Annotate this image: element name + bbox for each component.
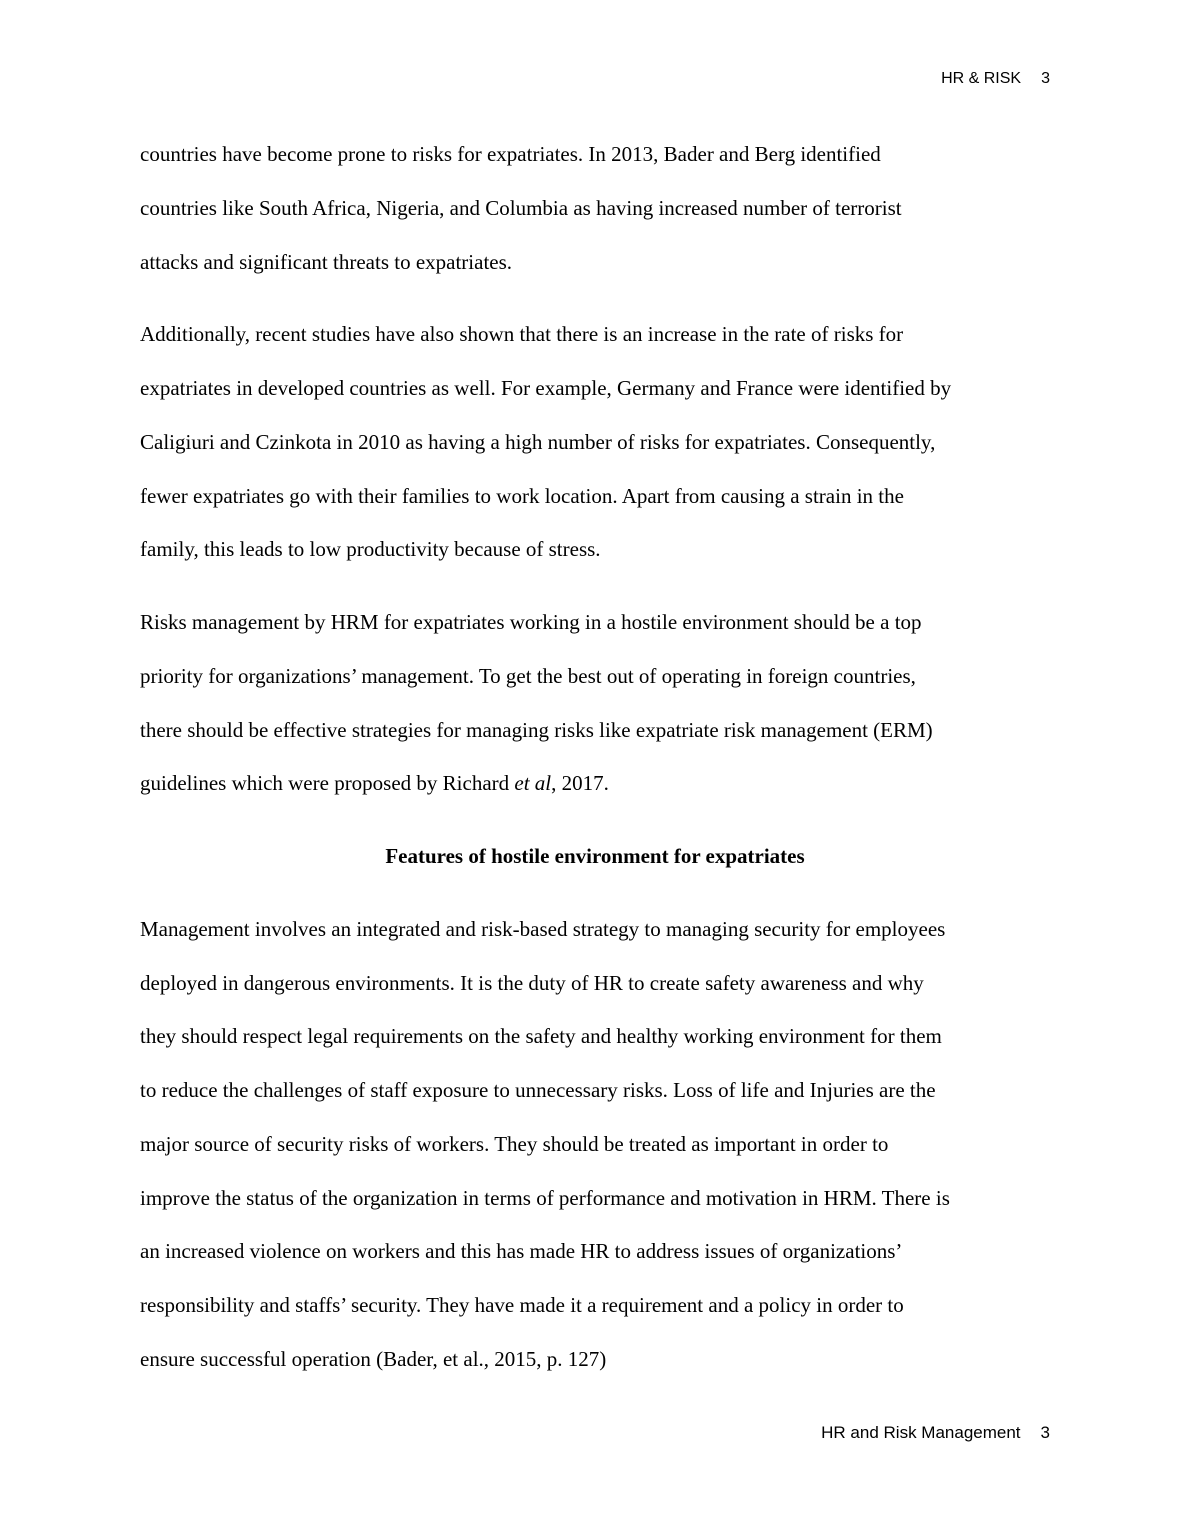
paragraph-4: [140, 910, 1050, 1394]
paragraph-line: Management involves an integrated and risk-based strategy to managing security for employees: [140, 916, 946, 941]
paragraph-line: responsibility and staffs’ security. They have made it a requirement and a policy in order to: [140, 1293, 904, 1317]
running-head: [941, 70, 1050, 88]
paragraph-3: [140, 603, 1050, 818]
citation-text-before: guidelines which were proposed by Richard: [140, 771, 515, 796]
paragraph-line: countries have become prone to risks for expatriates. In 2013, Bader and Berg identified: [140, 142, 881, 166]
paragraph-line: there should be effective strategies for managing risks like expatriate risk management (ERM): [140, 717, 933, 742]
paragraph-line: ensure successful operation (Bader, et al., 2015, p. 127): [140, 1346, 607, 1371]
paragraph-line: family, this leads to low productivity because of stress.: [140, 537, 601, 562]
citation-et-al: et al: [514, 771, 552, 796]
paragraph-line: priority for organizations’ management. To get the best out of operating in foreign countries,: [140, 663, 916, 688]
paragraph-line: major source of security risks of workers. They should be treated as important in order to: [140, 1131, 889, 1156]
section-heading: Features of hostile environment for expatriates: [385, 844, 805, 868]
running-head-page-number: 3: [1041, 70, 1050, 87]
paragraph-line-with-citation: [140, 764, 1050, 818]
paragraph-line: they should respect legal requirements on the safety and healthy working environment for them: [140, 1024, 942, 1049]
footer-page-number: 3: [1040, 1423, 1050, 1442]
paragraph-line: fewer expatriates go with their families to work location. Apart from causing a strain in the: [140, 483, 904, 508]
paragraph-line: expatriates in developed countries as well. For example, Germany and France were identified by: [140, 376, 952, 400]
document-body: [140, 135, 1050, 1413]
paragraph-line: improve the status of the organization in terms of performance and motivation in HRM. There is: [140, 1185, 950, 1210]
paragraph-line: attacks and significant threats to expatriates.: [140, 249, 513, 274]
paragraph-line: Additionally, recent studies have also shown that there is an increase in the rate of risks for: [140, 322, 904, 347]
paragraph-line: countries like South Africa, Nigeria, and Columbia as having increased number of terrorist: [140, 195, 902, 220]
footer-title: HR and Risk Management: [821, 1423, 1021, 1442]
paragraph-line: to reduce the challenges of staff exposure to unnecessary risks. Loss of life and Injuries are the: [140, 1078, 936, 1102]
paragraph-line: Risks management by HRM for expatriates working in a hostile environment should be a top: [140, 610, 922, 634]
running-head-title: HR & RISK: [941, 70, 1022, 87]
paragraph-line: Caligiuri and Czinkota in 2010 as having a high number of risks for expatriates. Consequently,: [140, 429, 936, 454]
paragraph-1: [140, 135, 1050, 296]
paragraph-line: deployed in dangerous environments. It is the duty of HR to create safety awareness and why: [140, 970, 924, 995]
paragraph-line: an increased violence on workers and this has made HR to address issues of organizations’: [140, 1239, 903, 1264]
citation-text-after: , 2017.: [551, 771, 609, 796]
page-footer: [821, 1423, 1050, 1443]
paragraph-2: [140, 315, 1050, 584]
